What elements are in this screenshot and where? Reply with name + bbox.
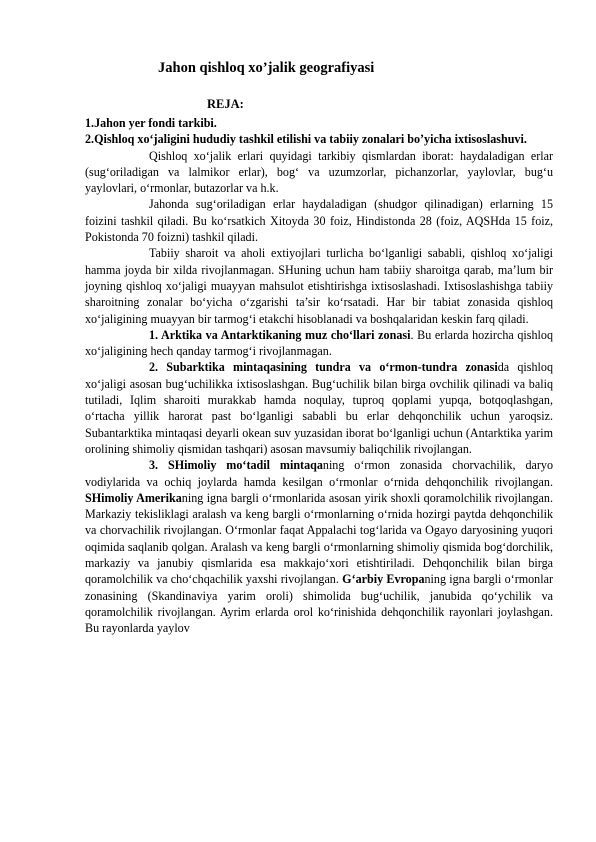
western-europe-text: ning igna bargli o‘rmonlar zonasining (Skandinaviya yarim oroli) shimolida bug‘uchilik, janubida qo‘ychilik va qoramolchilik rivojlangan. Ayrim erlarda orol ko‘rinishida dehqonchilik rayonlari joylashgan. Bu rayonlarda yaylov [85, 572, 553, 636]
plan-item-2: 2.Qishloq xo‘jaligini hududiy tashkil etilishi va tabiiy zonalari bo’yicha ixtisoslashuvi. [85, 132, 527, 147]
document-body [85, 115, 553, 637]
paragraph-irrigated-land: Jahonda sug‘oriladigan erlar haydaladigan (shudgor qilinadigan) erlarning 15 foizini tashkil qiladi. Bu ko‘rsatkich Xitoyda 30 foiz, Hindistonda 28 (foiz, AQSHda 15 foiz, Pokistonda 70 foizni) tashkil qiladi. [85, 197, 553, 245]
paragraph-temperate-zone [85, 457, 553, 636]
temperate-zone-text: ning o‘rmon zonasida chorvachilik, daryo vodiylarida va ochiq joylarda hamda kesilgan o‘rmonlar o‘rnida dehqonchilik rivojlangan. [85, 458, 553, 489]
north-america-term: SHimoliy Amerika [85, 490, 182, 505]
temperate-zone-heading: 3. SHimoliy mo‘tadil mintaqa [149, 458, 323, 473]
plan-item-1: 1.Jahon yer fondi tarkibi. [85, 116, 217, 130]
plan-heading: REJA: [207, 97, 244, 111]
document-title: Jahon qishloq xo’jalik geografiyasi [158, 60, 375, 76]
north-america-text: ning igna bargli o‘rmonlarida asosan yirik shoxli qoramolchilik rivojlangan. Markaziy tekisliklagi aralash va keng bargli o‘rmonlarning o‘rnida hozirgi paytda dehqonchilik va chorvachilik rivojlangan. O‘rmonlar faqat Appalachi tog‘larida va Ogayo daryosining yuqori oqimida saqlanib qolgan. Aralash va keng bargli o‘rmonlarning shimoliy qismida bog‘dorchilik, markaziy va janubiy qismlarida esa makkajo‘xori etishtiriladi. Dehqonchilik bilan birga qoramolchilik va cho‘chqachilik yaxshi rivojlangan. [85, 490, 553, 587]
arctic-zone-text: . Bu erlarda hozircha qishloq xo‘jaligining hech qanday tarmog‘i rivojlanmagan. [85, 327, 553, 359]
paragraph-subarctic-zone [85, 359, 553, 457]
paragraph-land-types: Qishloq xo‘jalik erlari quyidagi tarkibiy qismlardan iborat: haydaladigan erlar (sug‘oriladigan va lalmikor erlar), bog‘ va uzumzorlar, pichanzorlar, yaylovlar, bug‘u yaylovlari, o‘rmonlar, butazorlar va h.k. [85, 148, 553, 196]
paragraph-arctic-zone [85, 327, 553, 360]
subarctic-zone-heading: 2. Subarktika mintaqasining tundra va o‘rmon-tundra zonasi [149, 360, 498, 375]
paragraph-specialization: Tabiiy sharoit va aholi extiyojlari turlicha bo‘lganligi sababli, qishloq xo‘jaligi hamma joyda bir xilda rivojlanmagan. SHuning uchun ham tabiiy sharoitga qarab, ma’lum bir joyning qishloq xo‘jaligi muayyan mahsulot etishtirishga ixtisoslashadi. Ixtisoslashishga tabiiy sharoitning zonalar bo‘yicha o‘zgarishi ta’sir ko‘rsatadi. Har bir tabiat zonasida qishloq xo‘jaligining muayyan bir tarmog‘i etakchi hisoblanadi va boshqalaridan keskin farq qiladi. [85, 246, 553, 326]
arctic-zone-heading: 1. Arktika va Antarktikaning muz cho‘llari zonasi [149, 327, 411, 342]
western-europe-term: G‘arbiy Evropa [342, 572, 425, 587]
subarctic-zone-text: da qishloq xo‘jaligi asosan bug‘uchilikka ixtisoslashgan. Bug‘uchilik bilan birga ovchilik qilinadi va baliq tutiladi, Iqlim sharoiti murakkab hamda noqulay, tuproq qoplami yupqa, botqoqlashgan, o‘rtacha yillik harorat past bo‘lganligi sababli bu erlar dehqonchilik uchun yaroqsiz. Subantarktika mintaqasi deyarli okean suv yuzasidan iborat bo‘lganligi uchun (Antarktika yarim orolining shimoliy qismidan tashqari) asosan mavsumiy baliqchilik rivojlangan. [85, 360, 553, 456]
